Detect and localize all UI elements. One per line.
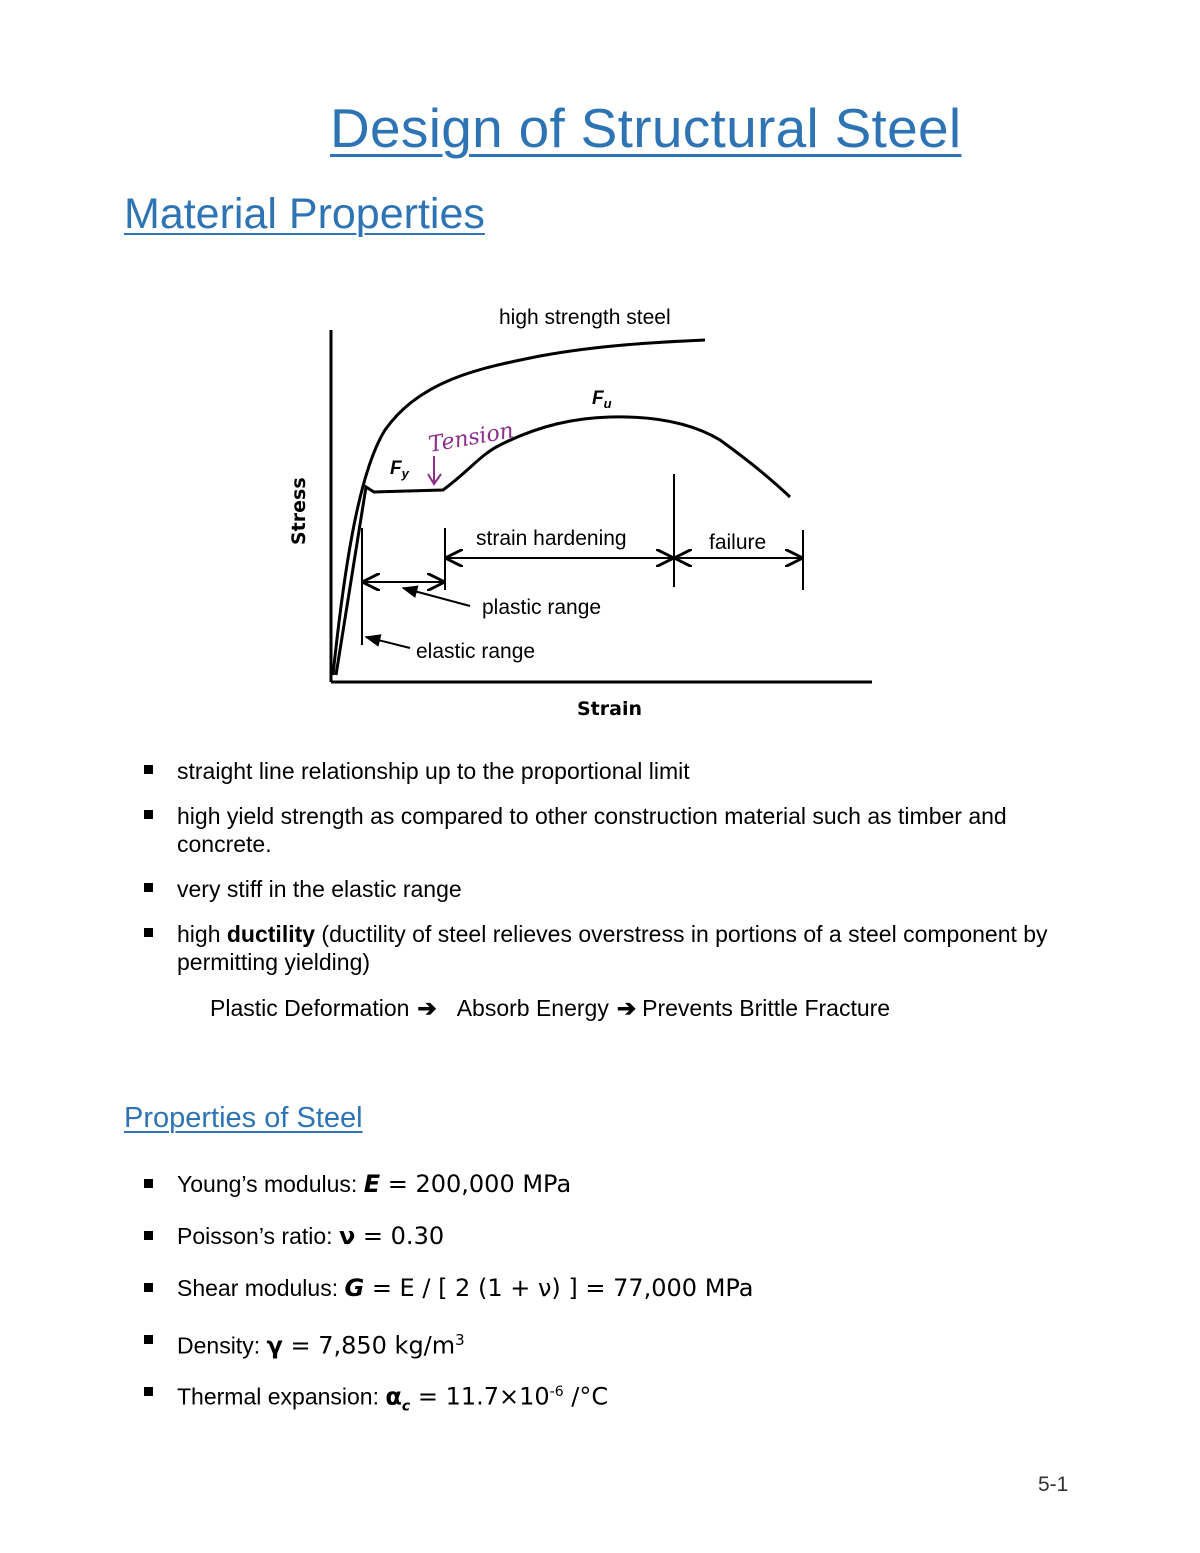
elastic-range-leader [366,637,410,648]
bullet-square-icon [144,1179,153,1188]
bullet-square-icon [144,810,153,819]
fy-label: $F_y$ [390,458,409,481]
plastic-range-leader [403,588,470,606]
strain-hardening-label: strain hardening [476,527,627,550]
tension-arrow [428,456,441,484]
y-axis-label: Stress [288,477,310,545]
property-shear-modulus: Shear modulus: G = E / [ 2 (1 + ν) ] = 77,000 MPa [142,1270,1072,1322]
list-item-ductility: high ductility (ductility of steel relieves overstress in portions of a steel component by permitting yielding) [142,920,1072,976]
page-title: Design of Structural Steel [330,97,962,159]
section-heading-properties-of-steel: Properties of Steel [124,1102,363,1134]
high-strength-label: high strength steel [499,306,671,329]
bullet-square-icon [144,765,153,774]
steel-properties-list [142,1166,1072,1426]
fu-label: $F_u$ [592,388,612,411]
x-axis-label: Strain [577,698,642,720]
stress-strain-diagram [270,295,890,735]
property-density: Density: γ = 7,850 $kg/m^3$ [142,1322,1072,1374]
right-arrow-icon: ➔ [417,995,437,1021]
list-item: very stiff in the elastic range [142,875,1072,903]
failure-label: failure [709,531,767,554]
bullet-square-icon [144,1231,153,1240]
bullet-square-icon [144,883,153,892]
property-poissons-ratio: Poisson’s ratio: ν = 0.30 [142,1218,1072,1270]
plastic-range-label: plastic range [482,596,602,619]
page-number: 5-1 [1038,1473,1069,1496]
section-heading-material-properties: Material Properties [124,190,485,238]
bullet-square-icon [144,1387,153,1396]
list-item: high yield strength as compared to other construction material such as timber and concrete. [142,802,1072,858]
elastic-range-label: elastic range [416,640,536,663]
right-arrow-icon: ➔ [616,995,637,1021]
list-item: straight line relationship up to the proportional limit [142,757,1072,785]
bullet-square-icon [144,1335,153,1344]
property-youngs-modulus: Young’s modulus: E = 200,000 MPa [142,1166,1072,1218]
material-bullets [142,757,1072,993]
bullet-square-icon [144,928,153,937]
ductility-flow: Plastic Deformation ➔ Absorb Energy ➔ Prevents Brittle Fracture [210,995,891,1021]
property-thermal-expansion: Thermal expansion: $\alpha_c = 11.7\times 10^{-6}$ /°C [142,1374,1072,1426]
tension-handwritten: Tension [426,418,516,458]
high-strength-curve [333,340,705,675]
bullet-square-icon [144,1283,153,1292]
